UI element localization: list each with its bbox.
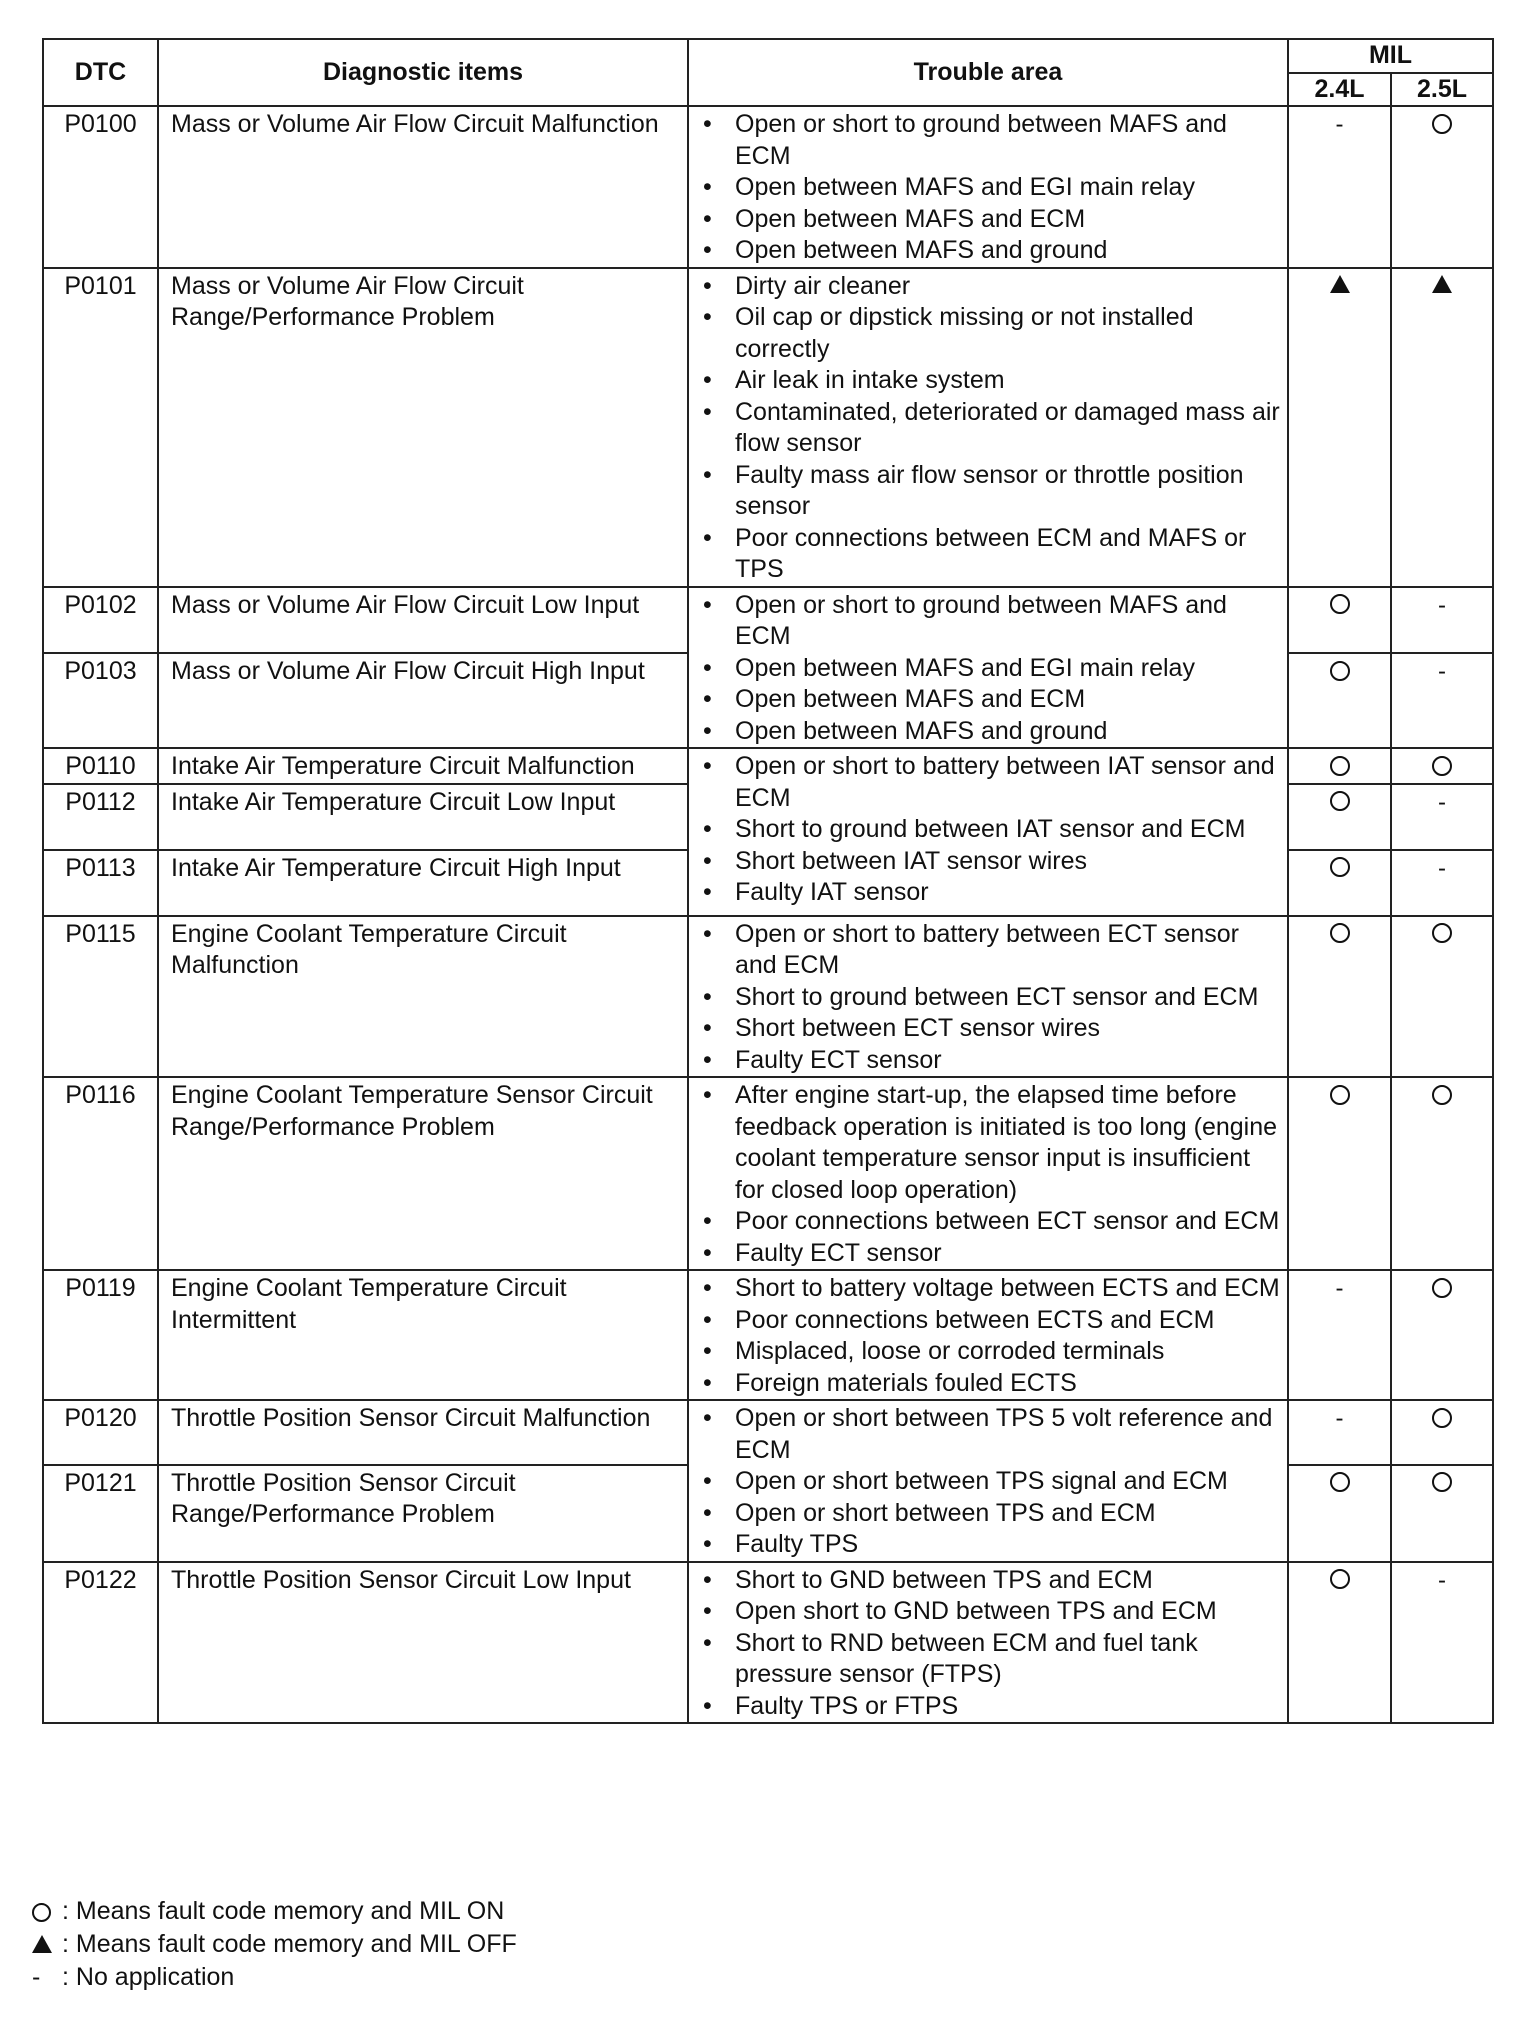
list-item: • Poor connections between ECTS and ECM xyxy=(695,1305,1283,1337)
trouble-list xyxy=(695,1565,1283,1723)
header-trouble-area: Trouble area xyxy=(688,39,1288,106)
mil-2-4l-cell xyxy=(1288,268,1391,587)
mil-2-5l-symbol: - xyxy=(1438,591,1446,619)
diagnostic-item: Engine Coolant Temperature Circuit Malfunction xyxy=(158,916,688,1078)
list-item: • After engine start-up, the elapsed time before feedback operation is initiated is too long (engine coolant temperature sensor input is insufficient for closed loop operation) xyxy=(695,1080,1283,1206)
list-item: • Short to RND between ECM and fuel tank pressure sensor (FTPS) xyxy=(695,1628,1283,1691)
trouble-list xyxy=(695,1403,1283,1561)
list-item: • Open between MAFS and EGI main relay xyxy=(695,653,1283,685)
list-item: • Open between MAFS and ground xyxy=(695,716,1283,748)
list-item: • Faulty TPS xyxy=(695,1529,1283,1561)
trouble-list xyxy=(695,590,1283,748)
dtc-code: P0115 xyxy=(43,916,158,1078)
diagnostic-item: Throttle Position Sensor Circuit Malfunction xyxy=(158,1400,688,1465)
list-item: • Open short to GND between TPS and ECM xyxy=(695,1596,1283,1628)
legend xyxy=(32,1895,517,1994)
diagnostic-item: Intake Air Temperature Circuit Malfunction xyxy=(158,748,688,784)
list-item: • Open or short to battery between ECT sensor and ECM xyxy=(695,919,1283,982)
mil-2-4l-symbol: - xyxy=(1335,1275,1344,1302)
diagnostic-item: Mass or Volume Air Flow Circuit Range/Performance Problem xyxy=(158,268,688,587)
trouble-list xyxy=(695,271,1283,586)
mil-2-4l-symbol: - xyxy=(1335,1405,1344,1432)
legend-item-mil-off xyxy=(32,1928,517,1961)
table-row xyxy=(43,916,1493,1078)
mil-2-4l-cell xyxy=(1288,1400,1391,1465)
list-item: • Open between MAFS and EGI main relay xyxy=(695,172,1283,204)
mil-2-4l-cell xyxy=(1288,1077,1391,1270)
mil-2-4l-cell xyxy=(1288,916,1391,1078)
mil-2-5l-symbol: - xyxy=(1438,658,1446,685)
trouble-area xyxy=(688,1400,1288,1562)
mil-2-5l-symbol xyxy=(1432,273,1452,300)
mil-2-4l-cell xyxy=(1288,1465,1391,1562)
trouble-list xyxy=(695,919,1283,1077)
list-item: • Open between MAFS and ECM xyxy=(695,204,1283,236)
list-item: • Faulty IAT sensor xyxy=(695,877,1283,909)
list-item: • Faulty TPS or FTPS xyxy=(695,1691,1283,1723)
mil-2-4l-symbol xyxy=(1330,1470,1350,1497)
mil-2-5l-cell xyxy=(1391,850,1493,916)
dtc-code: P0102 xyxy=(43,587,158,654)
mil-2-5l-symbol xyxy=(1432,111,1452,138)
list-item: • Short to battery voltage between ECTS and ECM xyxy=(695,1273,1283,1305)
trouble-list xyxy=(695,1080,1283,1269)
mil-2-5l-symbol: - xyxy=(1438,1566,1446,1594)
dtc-code: P0119 xyxy=(43,1270,158,1400)
trouble-area xyxy=(688,1562,1288,1724)
list-item: • Open or short between TPS signal and ECM xyxy=(695,1466,1283,1498)
mil-2-4l-symbol xyxy=(1330,753,1350,780)
diagnostic-item: Mass or Volume Air Flow Circuit Malfunction xyxy=(158,106,688,268)
header-dtc: DTC xyxy=(43,39,158,106)
dtc-code: P0122 xyxy=(43,1562,158,1724)
list-item: • Poor connections between ECT sensor and ECM xyxy=(695,1206,1283,1238)
legend-item-no-application xyxy=(32,1961,517,1994)
list-item: • Open between MAFS and ground xyxy=(695,235,1283,267)
list-item: • Open or short to ground between MAFS and ECM xyxy=(695,590,1283,653)
mil-2-4l-symbol xyxy=(1330,592,1350,619)
diagnostic-item: Throttle Position Sensor Circuit Low Input xyxy=(158,1562,688,1724)
mil-2-5l-cell xyxy=(1391,268,1493,587)
table-row xyxy=(43,748,1493,784)
list-item: • Poor connections between ECM and MAFS or TPS xyxy=(695,523,1283,586)
mil-2-5l-symbol xyxy=(1432,1275,1452,1302)
diagnostic-item: Mass or Volume Air Flow Circuit Low Input xyxy=(158,587,688,654)
trouble-list xyxy=(695,751,1283,909)
dash-icon: - xyxy=(32,1963,41,1991)
mil-2-4l-symbol: - xyxy=(1335,111,1344,138)
diagnostic-item: Mass or Volume Air Flow Circuit High Input xyxy=(158,653,688,748)
list-item: • Open or short to ground between MAFS and ECM xyxy=(695,109,1283,172)
mil-2-5l-cell xyxy=(1391,653,1493,748)
list-item: • Short between ECT sensor wires xyxy=(695,1013,1283,1045)
list-item: • Faulty mass air flow sensor or throttle position sensor xyxy=(695,460,1283,523)
mil-2-4l-cell xyxy=(1288,653,1391,748)
table-row xyxy=(43,1562,1493,1724)
mil-2-5l-cell xyxy=(1391,748,1493,784)
trouble-area xyxy=(688,587,1288,749)
mil-2-4l-cell xyxy=(1288,784,1391,850)
mil-2-4l-symbol xyxy=(1330,855,1350,882)
list-item: • Short to ground between IAT sensor and ECM xyxy=(695,814,1283,846)
table-row xyxy=(43,587,1493,654)
table-row xyxy=(43,1400,1493,1465)
trouble-area xyxy=(688,916,1288,1078)
mil-2-4l-symbol xyxy=(1330,921,1350,948)
triangle-icon xyxy=(32,1928,62,1961)
list-item: • Dirty air cleaner xyxy=(695,271,1283,303)
table-row xyxy=(43,106,1493,268)
mil-2-4l-cell xyxy=(1288,106,1391,268)
table-row xyxy=(43,1270,1493,1400)
header-diagnostic-items: Diagnostic items xyxy=(158,39,688,106)
list-item: • Short to ground between ECT sensor and ECM xyxy=(695,982,1283,1014)
mil-2-5l-cell xyxy=(1391,916,1493,1078)
list-item: • Short between IAT sensor wires xyxy=(695,846,1283,878)
dtc-code: P0103 xyxy=(43,653,158,748)
trouble-area xyxy=(688,1270,1288,1400)
trouble-area xyxy=(688,1077,1288,1270)
list-item: • Short to GND between TPS and ECM xyxy=(695,1565,1283,1597)
list-item: • Air leak in intake system xyxy=(695,365,1283,397)
mil-2-5l-cell xyxy=(1391,1077,1493,1270)
mil-2-4l-cell xyxy=(1288,850,1391,916)
list-item: • Contaminated, deteriorated or damaged mass air flow sensor xyxy=(695,397,1283,460)
list-item: • Foreign materials fouled ECTS xyxy=(695,1368,1283,1400)
table-row xyxy=(43,268,1493,587)
dtc-code: P0112 xyxy=(43,784,158,850)
mil-2-4l-cell xyxy=(1288,748,1391,784)
legend-item-mil-on xyxy=(32,1895,517,1928)
mil-2-4l-cell xyxy=(1288,1562,1391,1724)
mil-2-5l-symbol xyxy=(1432,1405,1452,1432)
mil-2-5l-symbol xyxy=(1432,1470,1452,1497)
list-item: • Open between MAFS and ECM xyxy=(695,684,1283,716)
header-mil-2-5l: 2.5L xyxy=(1391,73,1493,107)
mil-2-4l-symbol xyxy=(1330,1567,1350,1594)
legend-text: : No application xyxy=(62,1963,235,1991)
header-mil: MIL xyxy=(1288,39,1493,73)
mil-2-5l-cell xyxy=(1391,1400,1493,1465)
dtc-code: P0121 xyxy=(43,1465,158,1562)
list-item: • Open or short between TPS and ECM xyxy=(695,1498,1283,1530)
table-row xyxy=(43,1077,1493,1270)
mil-2-4l-symbol xyxy=(1330,658,1350,685)
mil-2-5l-symbol: - xyxy=(1438,854,1446,882)
list-item: • Open or short between TPS 5 volt reference and ECM xyxy=(695,1403,1283,1466)
dtc-code: P0120 xyxy=(43,1400,158,1465)
mil-2-4l-symbol xyxy=(1330,789,1350,816)
trouble-list xyxy=(695,109,1283,267)
circle-icon xyxy=(32,1895,62,1928)
mil-2-5l-cell xyxy=(1391,1562,1493,1724)
diagnostic-item: Engine Coolant Temperature Circuit Intermittent xyxy=(158,1270,688,1400)
header-mil-2-4l: 2.4L xyxy=(1288,73,1391,107)
diagnostic-item: Intake Air Temperature Circuit Low Input xyxy=(158,784,688,850)
list-item: • Misplaced, loose or corroded terminals xyxy=(695,1336,1283,1368)
mil-2-5l-cell xyxy=(1391,1465,1493,1562)
trouble-area xyxy=(688,748,1288,916)
list-item: • Faulty ECT sensor xyxy=(695,1045,1283,1077)
mil-2-4l-cell xyxy=(1288,587,1391,654)
dtc-table xyxy=(42,38,1494,1724)
mil-2-5l-symbol xyxy=(1432,753,1452,780)
list-item: • Faulty ECT sensor xyxy=(695,1238,1283,1270)
trouble-area xyxy=(688,106,1288,268)
dtc-code: P0100 xyxy=(43,106,158,268)
diagnostic-item: Engine Coolant Temperature Sensor Circuit Range/Performance Problem xyxy=(158,1077,688,1270)
mil-2-5l-symbol xyxy=(1432,921,1452,948)
trouble-area xyxy=(688,268,1288,587)
mil-2-5l-cell xyxy=(1391,1270,1493,1400)
diagnostic-item: Throttle Position Sensor Circuit Range/Performance Problem xyxy=(158,1465,688,1562)
mil-2-5l-cell xyxy=(1391,106,1493,268)
mil-2-5l-symbol xyxy=(1432,1082,1452,1109)
dtc-code: P0116 xyxy=(43,1077,158,1270)
list-item: • Open or short to battery between IAT sensor and ECM xyxy=(695,751,1283,814)
mil-2-5l-symbol: - xyxy=(1438,788,1446,816)
dtc-code: P0101 xyxy=(43,268,158,587)
mil-2-5l-cell xyxy=(1391,784,1493,850)
legend-text: : Means fault code memory and MIL OFF xyxy=(62,1930,517,1958)
list-item: • Oil cap or dipstick missing or not installed correctly xyxy=(695,302,1283,365)
mil-2-4l-cell xyxy=(1288,1270,1391,1400)
mil-2-4l-symbol xyxy=(1330,273,1350,300)
dtc-code: P0113 xyxy=(43,850,158,916)
dtc-code: P0110 xyxy=(43,748,158,784)
trouble-list xyxy=(695,1273,1283,1399)
legend-text: : Means fault code memory and MIL ON xyxy=(62,1897,505,1925)
mil-2-4l-symbol xyxy=(1330,1082,1350,1109)
mil-2-5l-cell xyxy=(1391,587,1493,654)
diagnostic-item: Intake Air Temperature Circuit High Input xyxy=(158,850,688,916)
